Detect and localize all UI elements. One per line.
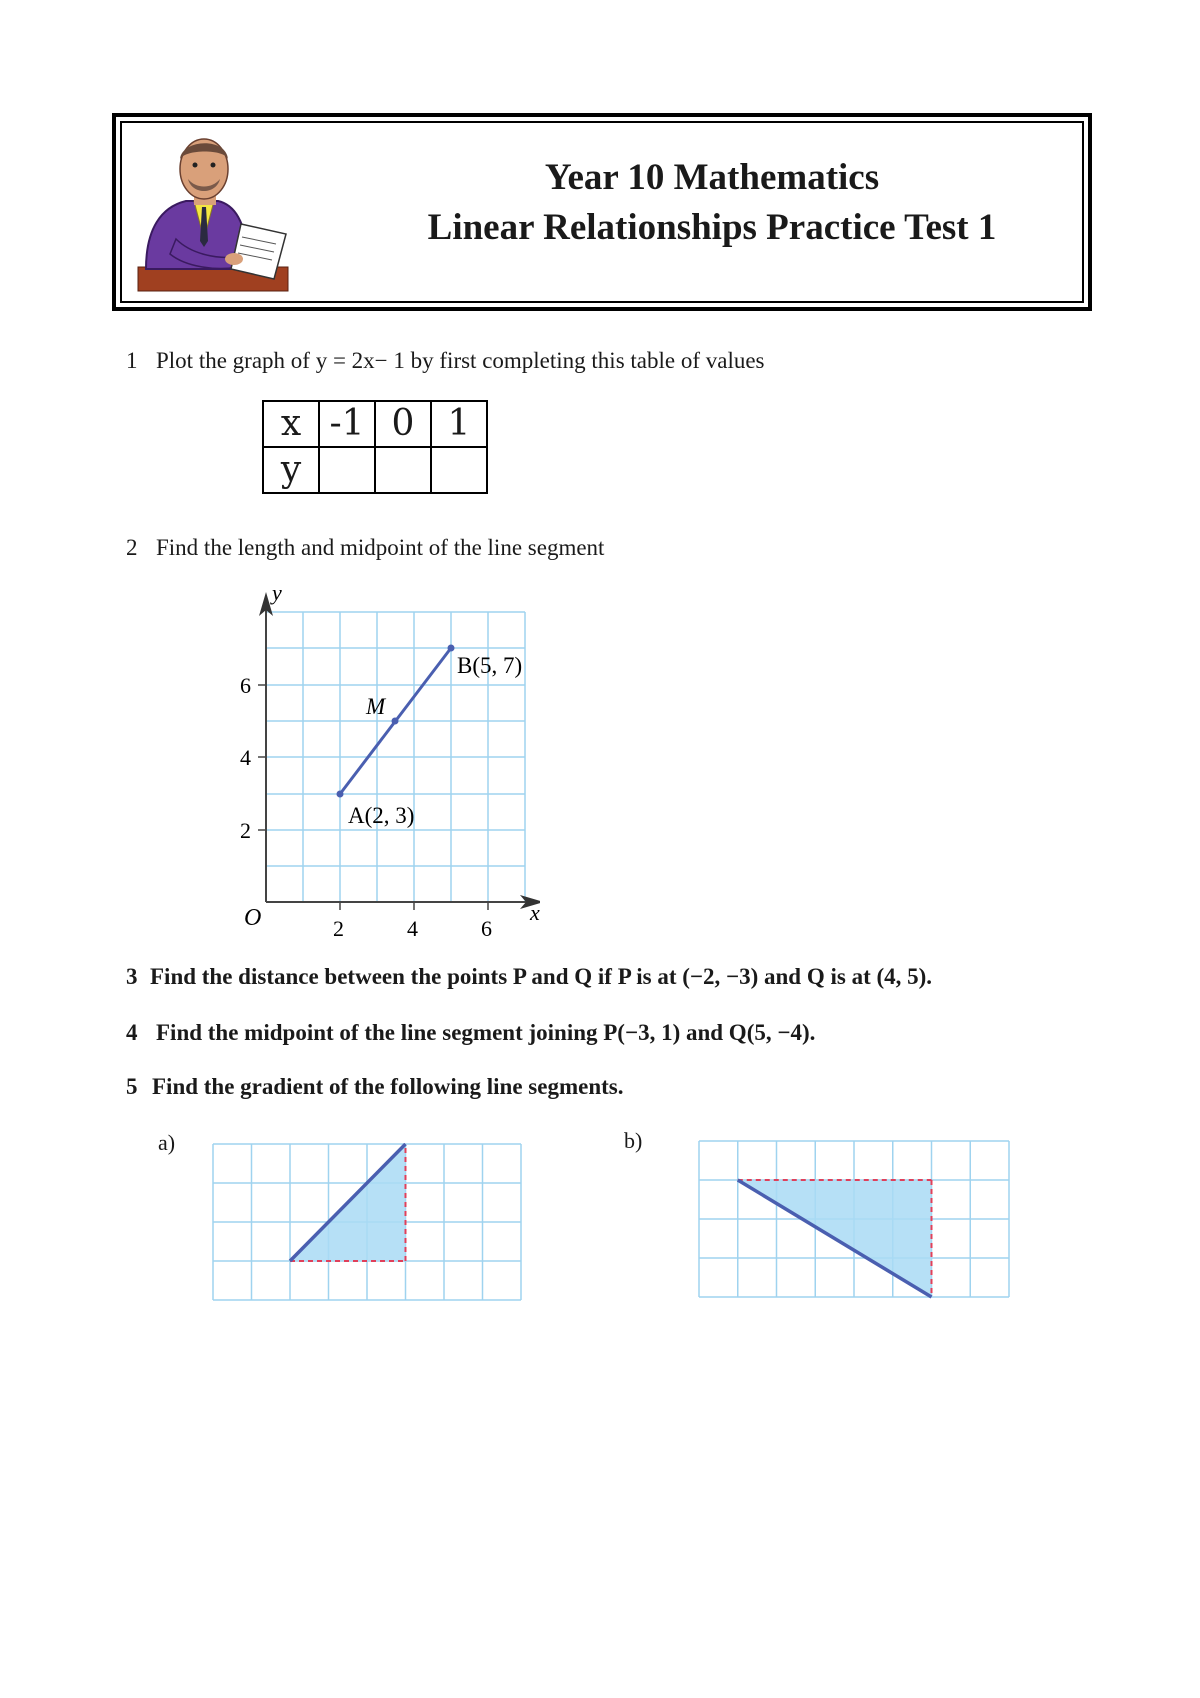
question-3-number: 3 <box>126 964 138 989</box>
table-cell-x-2: 0 <box>375 401 431 447</box>
q5b-grid-figure <box>698 1140 1012 1300</box>
q2-point-b-label: B(5, 7) <box>457 653 523 678</box>
question-1-number: 1 <box>126 348 138 373</box>
q2-y-tick-6: 6 <box>240 673 251 698</box>
q2-point-b <box>448 645 455 652</box>
table-cell-x-1: -1 <box>319 401 375 447</box>
table-cell-y-3[interactable] <box>431 447 487 493</box>
question-5-text: Find the gradient of the following line segments. <box>152 1074 624 1099</box>
table-cell-x-header: x <box>263 401 319 447</box>
q2-point-a <box>337 791 344 798</box>
question-1 <box>126 348 765 374</box>
question-1-text: Plot the graph of y = 2x− 1 by first completing this table of values <box>156 348 765 373</box>
question-3 <box>126 964 932 990</box>
q2-point-m <box>392 718 399 725</box>
q2-x-axis-label: x <box>530 900 540 925</box>
part-a-label: a) <box>158 1130 176 1155</box>
q2-y-axis-label: y <box>272 580 282 605</box>
table-cell-y-2[interactable] <box>375 447 431 493</box>
title-line-2: Linear Relationships Practice Test 1 <box>427 207 997 248</box>
q2-coordinate-graph <box>220 580 540 940</box>
table-cell-y-header: y <box>263 447 319 493</box>
question-4-number: 4 <box>126 1020 138 1045</box>
header-box <box>112 113 1092 311</box>
table-cell-y-1[interactable] <box>319 447 375 493</box>
table-of-values <box>262 400 488 494</box>
question-5 <box>126 1074 624 1100</box>
question-3-text: Find the distance between the points P and Q if P is at (−2, −3) and Q is at (4, 5). <box>150 964 933 989</box>
q2-x-tick-4: 4 <box>407 916 418 940</box>
header-inner-border <box>120 121 1084 303</box>
title-line-1: Year 10 Mathematics <box>544 157 880 198</box>
table-cell-x-3: 1 <box>431 401 487 447</box>
q2-origin-label: O <box>244 905 262 931</box>
question-2-text: Find the length and midpoint of the line segment <box>156 535 605 560</box>
q2-x-tick-2: 2 <box>333 916 344 940</box>
teacher-illustration <box>136 129 296 304</box>
q2-y-tick-4: 4 <box>240 745 251 770</box>
question-2-number: 2 <box>126 535 138 560</box>
q2-y-tick-2: 2 <box>240 818 251 843</box>
table-row-x <box>263 401 487 447</box>
part-b-label: b) <box>624 1128 643 1153</box>
q5a-grid-figure <box>212 1143 524 1303</box>
question-4 <box>126 1020 815 1046</box>
question-5-number: 5 <box>126 1074 138 1099</box>
question-4-text: Find the midpoint of the line segment joining P(−3, 1) and Q(5, −4). <box>156 1020 816 1045</box>
q2-point-a-label: A(2, 3) <box>348 803 415 828</box>
q2-midpoint-label: M <box>366 694 386 719</box>
table-row-y <box>263 447 487 493</box>
question-2 <box>126 535 604 561</box>
q2-x-tick-6: 6 <box>481 916 492 940</box>
title-block <box>362 153 1062 253</box>
